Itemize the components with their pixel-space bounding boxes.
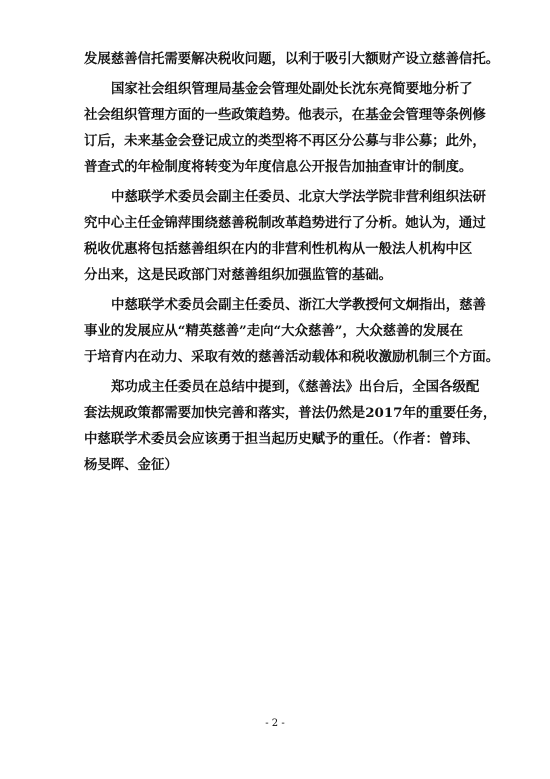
- paragraph-shen-dongliang: [84, 76, 490, 180]
- text-line: 分出来，这是民政部门对慈善组织加强监管的基础。: [84, 267, 392, 283]
- text-line: 郑功成主任委员在总结中提到，《慈善法》出台后，全国各级配: [111, 379, 480, 395]
- text-line: 普查式的年检制度将转变为年度信息公开报告加抽查审计的制度。: [84, 159, 473, 175]
- text-line: 事业的发展应从“精英慈善”走向“大众慈善”，大众慈善的发展在: [84, 323, 463, 339]
- text-line: 税收优惠将包括慈善组织在内的非营利性机构从一般法人机构中区: [84, 241, 473, 257]
- paragraph-continuation: [84, 46, 500, 72]
- text-line: 中慈联学术委员会应该勇于担当起历史赋予的重任。（作者：曾玮、: [84, 431, 480, 447]
- text-line: 发展慈善信托需要解决税收问题，以利于吸引大额财产设立慈善信托。: [84, 51, 500, 67]
- page-number: - 2 -: [265, 718, 285, 729]
- text-line: 社会组织管理方面的一些政策趋势。他表示，在基金会管理等条例修: [84, 107, 486, 123]
- paragraph-he-wenjiong: [84, 292, 500, 370]
- text-line: 中慈联学术委员会副主任委员、北京大学法学院非营利组织法研: [111, 189, 486, 205]
- text-line: 杨旻晖、金征）: [84, 457, 178, 473]
- paragraph-zheng-gongcheng: [84, 374, 497, 478]
- text-line: 套法规政策都需要加快完善和落实，普法仍然是2017年的重要任务，: [84, 405, 497, 421]
- text-line: 究中心主任金锦萍围绕慈善税制改革趋势进行了分析。她认为，通过: [84, 215, 486, 231]
- document-body: [84, 46, 500, 482]
- text-line: 中慈联学术委员会副主任委员、浙江大学教授何文炯指出，慈善: [111, 297, 486, 313]
- paragraph-jin-jinping: [84, 184, 490, 288]
- text-line: 于培育内在动力、采取有效的慈善活动载体和税收激励机制三个方面。: [84, 349, 500, 365]
- text-line: 国家社会组织管理局基金会管理处副处长沈东亮简要地分析了: [111, 81, 473, 97]
- text-line: 订后，未来基金会登记成立的类型将不再区分公募与非公募；此外，: [84, 133, 486, 149]
